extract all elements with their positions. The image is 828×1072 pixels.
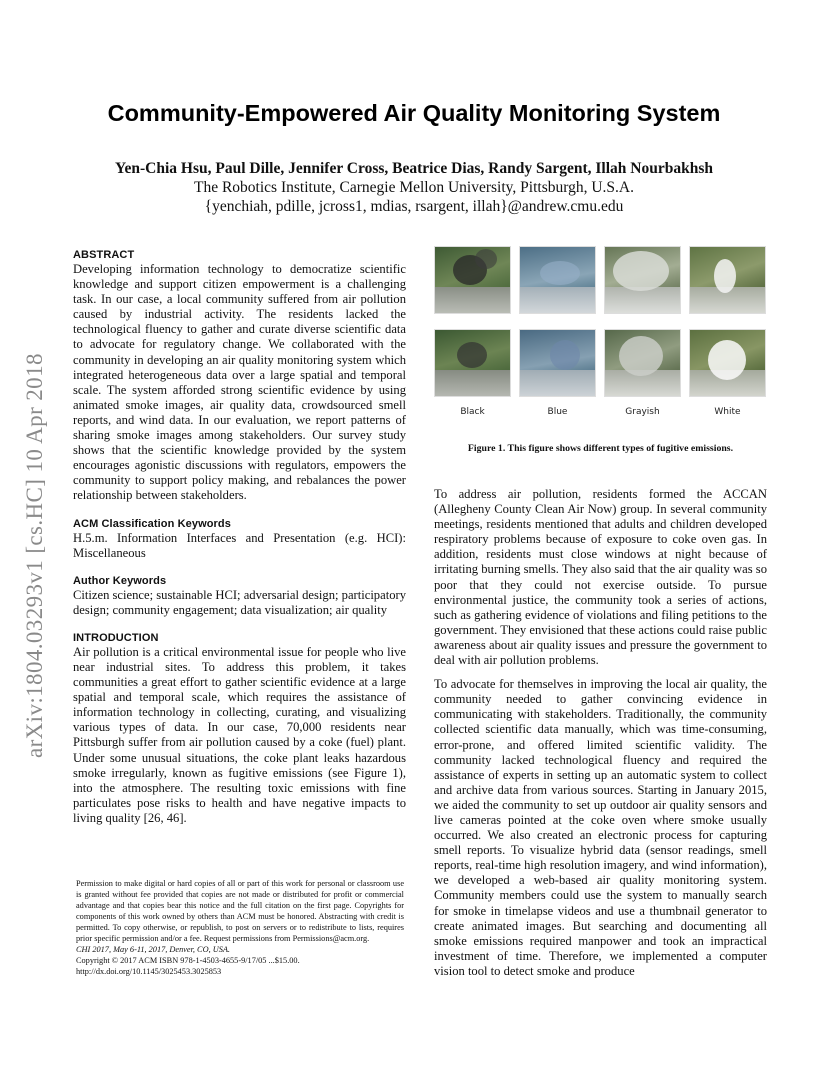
figure-caption: Figure 1. This figure shows different types of fugitive emissions. [467,443,734,454]
acm-classification-text: H.5.m. Information Interfaces and Presentation (e.g. HCI): Miscellaneous [73,530,406,560]
smoke-image-white-2 [689,329,766,397]
smoke-image-white-1 [689,246,766,314]
permission-text: Permission to make digital or hard copies of all or part of this work for personal or classroom use is granted without fee provided that copies are not made or distributed for profit or commercial advantage and that copies bear this notice and the full citation on the first page. Copyrights for components of this work owned by others than ACM must be honored. Abstracting with credit is permitted. To copy otherwise, or republish, to post on servers or to redistribute to lists, requires prior specific permission and/or a fee. Request permissions from Permissions@acm.org. [76,879,404,943]
figure-1 [434,246,767,421]
doi-link[interactable]: http://dx.doi.org/10.1145/3025453.3025853 [76,967,222,976]
copyright-line: Copyright © 2017 ACM ISBN 978-1-4503-4655-9/17/05 ...$15.00. [76,956,300,965]
right-paragraph-1: To address air pollution, residents formed the ACCAN (Allegheny County Clean Air Now) group. In several community meetings, residents mentioned that adults and children developed respiratory problems because of exposure to coke oven gas. In addition, residents must close windows at night because of irritating burning smells. They also said that the air quality was so poor that they could not exercise outside. To pursue environmental justice, the community took a series of actions, such as gathering evidence of violations and filing petitions to the government. They envisioned that these actions could raise public awareness about air quality issues and pressure the government to deal with air pollution problems. [434,487,767,668]
right-column [434,487,767,979]
figure-label-black: Black [460,407,485,417]
smoke-image-black-1 [434,246,511,314]
right-paragraph-2: To advocate for themselves in improving the local air quality, the community needed to gather convincing evidence in communicating with stakeholders. Traditionally, the community collected scientific data manually, which was time-consuming, error-prone, and offered limited scientific validity. The community lacked technological fluency and required the assistance of experts in setting up an automatic system to collect and archive data from various sources. Starting in January 2015, we aided the community to set up outdoor air quality sensors and live cameras pointed at the coke oven where smoke usually occurred. We also created an electronic process for capturing smell reports. To visualize hybrid data (sensor readings, smell reports, real-time high resolution imagery, and wind information), we developed a web-based air quality monitoring system. Community members could use the system to manually search for smoke in timelapse videos and use a thumbnail generator to create animated images. But searching and documenting all smoke emissions required manpower and took an impractical investment of time. Therefore, we implemented a computer vision tool to detect smoke and produce [434,677,767,978]
abstract-heading: ABSTRACT [73,249,135,261]
author-keywords-text: Citizen science; sustainable HCI; adversarial design; participatory design; community engagement; data visualization; air quality [73,587,406,617]
abstract-text: Developing information technology to democratize scientific knowledge and support citizen empowerment is a challenging task. In our case, a local community suffered from air pollution caused by industrial activity. The residents lacked the technological fluency to gather and curate diverse scientific data to advocate for regulatory change. We collaborated with the community in developing an air quality monitoring system which integrated heterogeneous data over a large spatial and temporal scale. The system afforded strong scientific evidence by using animated smoke images, air quality data, crowdsourced smell reports, and wind data. In our evaluation, we report patterns of sharing smoke images among stakeholders. Our survey study shows that the scientific knowledge provided by the system encourages agonistic discussions with regulators, empowers the community to support policy making, and rebalances the power relationship between stakeholders. [73,262,406,503]
smoke-image-grayish-2 [604,329,681,397]
paper-title: Community-Empowered Air Quality Monitoring System [107,100,721,126]
author-list: Yen-Chia Hsu, Paul Dille, Jennifer Cross, Beatrice Dias, Randy Sargent, Illah Nourbakhsh [115,160,713,177]
author-emails: {yenchiah, pdille, jcross1, mdias, rsargent, illah}@andrew.cmu.edu [204,198,624,215]
smoke-image-blue-2 [519,329,596,397]
smoke-image-black-2 [434,329,511,397]
conference-venue: CHI 2017, May 6-11, 2017, Denver, CO, USA. [76,945,231,954]
figure-label-grayish: Grayish [625,407,660,417]
affiliation: The Robotics Institute, Carnegie Mellon University, Pittsburgh, U.S.A. [194,179,634,196]
permission-block [76,878,404,977]
arxiv-identifier: arXiv:1804.03293v1 [cs.HC] 10 Apr 2018 [22,353,47,758]
smoke-image-grayish-1 [604,246,681,314]
figure-label-blue: Blue [547,407,568,417]
acm-classification-heading: ACM Classification Keywords [73,517,231,530]
left-column [73,248,406,826]
smoke-image-blue-1 [519,246,596,314]
figure-label-white: White [714,407,741,417]
author-keywords-heading: Author Keywords [73,574,167,587]
introduction-heading: INTRODUCTION [73,631,159,644]
introduction-paragraph: Air pollution is a critical environmental issue for people who live near industrial sites. To address this problem, it takes communities a great effort to gather scientific evidence at a large spatial and temporal scale, which requires the assistance of information technology in collecting, curating, and visualizing various types of data. In our case, 70,000 residents near Pittsburgh suffer from air pollution caused by a coke (fuel) plant. Under some unusual situations, the coke plant leaks hazardous smoke irregularly, known as fugitive emissions (see Figure 1), into the atmosphere. The resulting toxic emissions with fine particulates pose risks to health and have negative impacts to living quality [26, 46]. [73,644,406,825]
